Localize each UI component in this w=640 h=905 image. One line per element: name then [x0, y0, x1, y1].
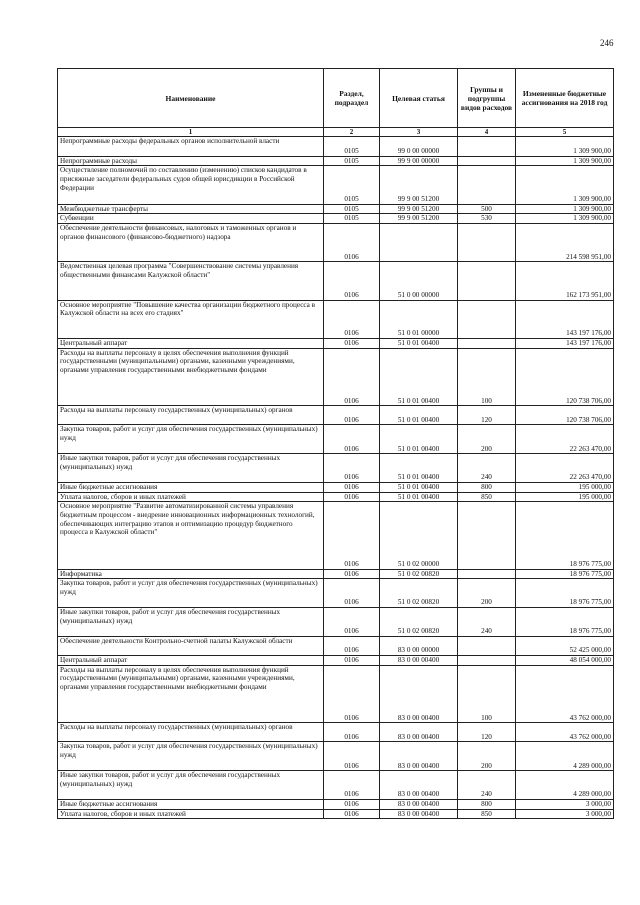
row-group: 850 [458, 492, 516, 502]
budget-table [57, 68, 614, 819]
table-row [58, 348, 614, 406]
row-section: 0106 [324, 425, 380, 454]
row-target: 83 0 00 00400 [380, 809, 458, 819]
row-target: 51 0 02 00000 [380, 502, 458, 569]
table-row [58, 406, 614, 425]
row-name: Иные закупки товаров, работ и услуг для обеспечения государственных (муниципальных) нужд [58, 607, 324, 636]
row-amount: 22 263 470,00 [516, 425, 614, 454]
row-amount: 48 054 000,00 [516, 655, 614, 665]
column-number: 3 [380, 128, 458, 137]
row-amount: 3 000,00 [516, 809, 614, 819]
row-target: 99 9 00 51200 [380, 166, 458, 204]
row-name: Межбюджетные трансферты [58, 204, 324, 214]
row-name: Уплата налогов, сборов и иных платежей [58, 809, 324, 819]
column-number: 4 [458, 128, 516, 137]
table-row [58, 262, 614, 300]
row-target: 51 0 01 00400 [380, 454, 458, 483]
table-row [58, 636, 614, 655]
row-name: Иные закупки товаров, работ и услуг для обеспечения государственных (муниципальных) нужд [58, 454, 324, 483]
row-name: Обеспечение деятельности финансовых, налоговых и таможенных органов и органов финансового (финансово-бюджетного) надзора [58, 223, 324, 261]
header-amount: Измененные бюджетные ассигнования на 2018 год [516, 69, 614, 128]
row-amount: 18 976 775,00 [516, 569, 614, 579]
row-group [458, 636, 516, 655]
row-amount: 43 762 000,00 [516, 723, 614, 742]
row-target: 83 0 00 00400 [380, 723, 458, 742]
row-amount: 1 309 900,00 [516, 204, 614, 214]
row-section: 0106 [324, 665, 380, 723]
row-target: 51 0 01 00400 [380, 348, 458, 406]
row-name: Закупка товаров, работ и услуг для обеспечения государственных (муниципальных) нужд [58, 742, 324, 771]
row-section: 0105 [324, 137, 380, 156]
row-group: 240 [458, 771, 516, 800]
row-amount: 1 309 900,00 [516, 137, 614, 156]
row-section: 0106 [324, 809, 380, 819]
row-amount: 43 762 000,00 [516, 665, 614, 723]
row-target: 51 0 02 00820 [380, 569, 458, 579]
row-target: 51 0 01 00400 [380, 425, 458, 454]
table-row [58, 483, 614, 493]
row-name: Расходы на выплаты персоналу в целях обеспечения выполнения функций государственными (муниципальными) органами, казенными учреждениями, органами управления государственными внебюджетными фондами [58, 348, 324, 406]
row-name: Уплата налогов, сборов и иных платежей [58, 492, 324, 502]
row-group: 120 [458, 406, 516, 425]
row-group: 120 [458, 723, 516, 742]
row-section: 0106 [324, 339, 380, 349]
row-name: Расходы на выплаты персоналу государственных (муниципальных) органов [58, 723, 324, 742]
row-target: 51 0 01 00000 [380, 300, 458, 338]
row-target: 99 9 00 00000 [380, 156, 458, 166]
row-group [458, 655, 516, 665]
table-row [58, 137, 614, 156]
row-name: Основное мероприятие "Развитие автоматизированной системы управления бюджетным процессом - внедрение инновационных информационных технологий, обеспечивающих интеграцию этапов и оптимизацию процедур бюджетного процесса в Калужской области" [58, 502, 324, 569]
table-row [58, 665, 614, 723]
row-group: 200 [458, 579, 516, 608]
row-group: 800 [458, 483, 516, 493]
row-group: 240 [458, 454, 516, 483]
row-amount: 3 000,00 [516, 799, 614, 809]
column-number: 1 [58, 128, 324, 137]
row-target: 83 0 00 00000 [380, 636, 458, 655]
row-section: 0106 [324, 636, 380, 655]
row-group [458, 156, 516, 166]
row-group [458, 262, 516, 300]
row-section: 0106 [324, 579, 380, 608]
row-target: 99 0 00 00000 [380, 137, 458, 156]
row-section: 0105 [324, 204, 380, 214]
row-section: 0106 [324, 607, 380, 636]
table-row [58, 607, 614, 636]
row-name: Расходы на выплаты персоналу государственных (муниципальных) органов [58, 406, 324, 425]
table-row [58, 492, 614, 502]
row-amount: 1 309 900,00 [516, 156, 614, 166]
row-name: Закупка товаров, работ и услуг для обеспечения государственных (муниципальных) нужд [58, 425, 324, 454]
header-target: Целевая статья [380, 69, 458, 128]
table-row [58, 742, 614, 771]
row-section: 0106 [324, 300, 380, 338]
row-group: 800 [458, 799, 516, 809]
row-section: 0106 [324, 262, 380, 300]
row-amount: 18 976 775,00 [516, 502, 614, 569]
row-group [458, 569, 516, 579]
table-row [58, 166, 614, 204]
table-row [58, 204, 614, 214]
row-section: 0106 [324, 569, 380, 579]
row-section: 0105 [324, 166, 380, 204]
row-target: 51 0 01 00400 [380, 339, 458, 349]
row-name: Обеспечение деятельности Контрольно-счетной палаты Калужской области [58, 636, 324, 655]
row-section: 0106 [324, 454, 380, 483]
table-row [58, 799, 614, 809]
row-name: Информатика [58, 569, 324, 579]
row-section: 0106 [324, 483, 380, 493]
row-amount: 195 000,00 [516, 483, 614, 493]
row-name: Расходы на выплаты персоналу в целях обеспечения выполнения функций государственными (муниципальными) органами, казенными учреждениями, органами управления государственными внебюджетными фондами [58, 665, 324, 723]
row-amount: 1 309 900,00 [516, 214, 614, 224]
table-row [58, 655, 614, 665]
row-amount: 120 738 706,00 [516, 406, 614, 425]
row-group: 100 [458, 665, 516, 723]
row-amount: 22 263 470,00 [516, 454, 614, 483]
row-section: 0106 [324, 742, 380, 771]
table-row [58, 223, 614, 261]
header-name: Наименование [58, 69, 324, 128]
row-target: 51 0 01 00400 [380, 483, 458, 493]
row-section: 0106 [324, 771, 380, 800]
header-group: Группы и подгруппы видов расходов [458, 69, 516, 128]
row-name: Иные бюджетные ассигнования [58, 799, 324, 809]
row-section: 0106 [324, 492, 380, 502]
table-row [58, 569, 614, 579]
row-amount: 120 738 706,00 [516, 348, 614, 406]
row-group: 240 [458, 607, 516, 636]
row-group: 200 [458, 742, 516, 771]
row-group [458, 166, 516, 204]
row-target: 51 0 00 00000 [380, 262, 458, 300]
row-amount: 4 289 000,00 [516, 771, 614, 800]
table-header-row [58, 69, 614, 128]
row-name: Субвенции [58, 214, 324, 224]
table-row [58, 156, 614, 166]
row-name: Ведомственная целевая программа "Совершенствование системы управления общественными финансами Калужской области" [58, 262, 324, 300]
table-row [58, 809, 614, 819]
row-name: Закупка товаров, работ и услуг для обеспечения государственных (муниципальных) нужд [58, 579, 324, 608]
row-target: 83 0 00 00400 [380, 771, 458, 800]
header-section: Раздел, подраздел [324, 69, 380, 128]
column-number: 5 [516, 128, 614, 137]
row-section: 0106 [324, 223, 380, 261]
row-amount: 143 197 176,00 [516, 339, 614, 349]
row-name: Осуществление полномочий по составлению (изменению) списков кандидатов в присяжные заседатели федеральных судов общей юрисдикции в Российской Федерации [58, 166, 324, 204]
column-number: 2 [324, 128, 380, 137]
row-target: 51 0 01 00400 [380, 406, 458, 425]
row-target: 51 0 02 00820 [380, 607, 458, 636]
row-target: 83 0 00 00400 [380, 655, 458, 665]
row-group: 200 [458, 425, 516, 454]
page-number: 246 [600, 38, 614, 48]
row-amount: 162 173 951,00 [516, 262, 614, 300]
row-amount: 214 598 951,00 [516, 223, 614, 261]
table-row [58, 339, 614, 349]
table-body [58, 137, 614, 819]
row-group [458, 223, 516, 261]
row-section: 0106 [324, 655, 380, 665]
row-amount: 18 976 775,00 [516, 607, 614, 636]
row-name: Центральный аппарат [58, 655, 324, 665]
table-row [58, 214, 614, 224]
row-group [458, 502, 516, 569]
row-group: 500 [458, 204, 516, 214]
column-number-row [58, 128, 614, 137]
row-target: 51 0 01 00400 [380, 492, 458, 502]
row-target [380, 223, 458, 261]
row-section: 0105 [324, 156, 380, 166]
row-target: 83 0 00 00400 [380, 742, 458, 771]
row-section: 0106 [324, 406, 380, 425]
table-row [58, 771, 614, 800]
row-name: Иные закупки товаров, работ и услуг для обеспечения государственных (муниципальных) нужд [58, 771, 324, 800]
table-row [58, 454, 614, 483]
row-section: 0106 [324, 348, 380, 406]
row-target: 51 0 02 00820 [380, 579, 458, 608]
row-name: Непрограммные расходы [58, 156, 324, 166]
row-target: 83 0 00 00400 [380, 665, 458, 723]
row-group [458, 300, 516, 338]
row-group [458, 339, 516, 349]
row-target: 99 9 00 51200 [380, 214, 458, 224]
table-row [58, 579, 614, 608]
row-name: Иные бюджетные ассигнования [58, 483, 324, 493]
table-row [58, 300, 614, 338]
row-amount: 195 000,00 [516, 492, 614, 502]
table-row [58, 502, 614, 569]
row-section: 0105 [324, 214, 380, 224]
row-amount: 4 289 000,00 [516, 742, 614, 771]
row-amount: 18 976 775,00 [516, 579, 614, 608]
table-row [58, 723, 614, 742]
row-section: 0106 [324, 502, 380, 569]
row-group: 850 [458, 809, 516, 819]
row-name: Основное мероприятие "Повышение качества организации бюджетного процесса в Калужской области на всех его стадиях" [58, 300, 324, 338]
row-target: 99 9 00 51200 [380, 204, 458, 214]
row-amount: 1 309 900,00 [516, 166, 614, 204]
row-section: 0106 [324, 723, 380, 742]
row-group: 530 [458, 214, 516, 224]
row-group: 100 [458, 348, 516, 406]
row-name: Непрограммные расходы федеральных органов исполнительной власти [58, 137, 324, 156]
row-name: Центральный аппарат [58, 339, 324, 349]
row-group [458, 137, 516, 156]
row-section: 0106 [324, 799, 380, 809]
table-row [58, 425, 614, 454]
row-target: 83 0 00 00400 [380, 799, 458, 809]
row-amount: 52 425 000,00 [516, 636, 614, 655]
row-amount: 143 197 176,00 [516, 300, 614, 338]
